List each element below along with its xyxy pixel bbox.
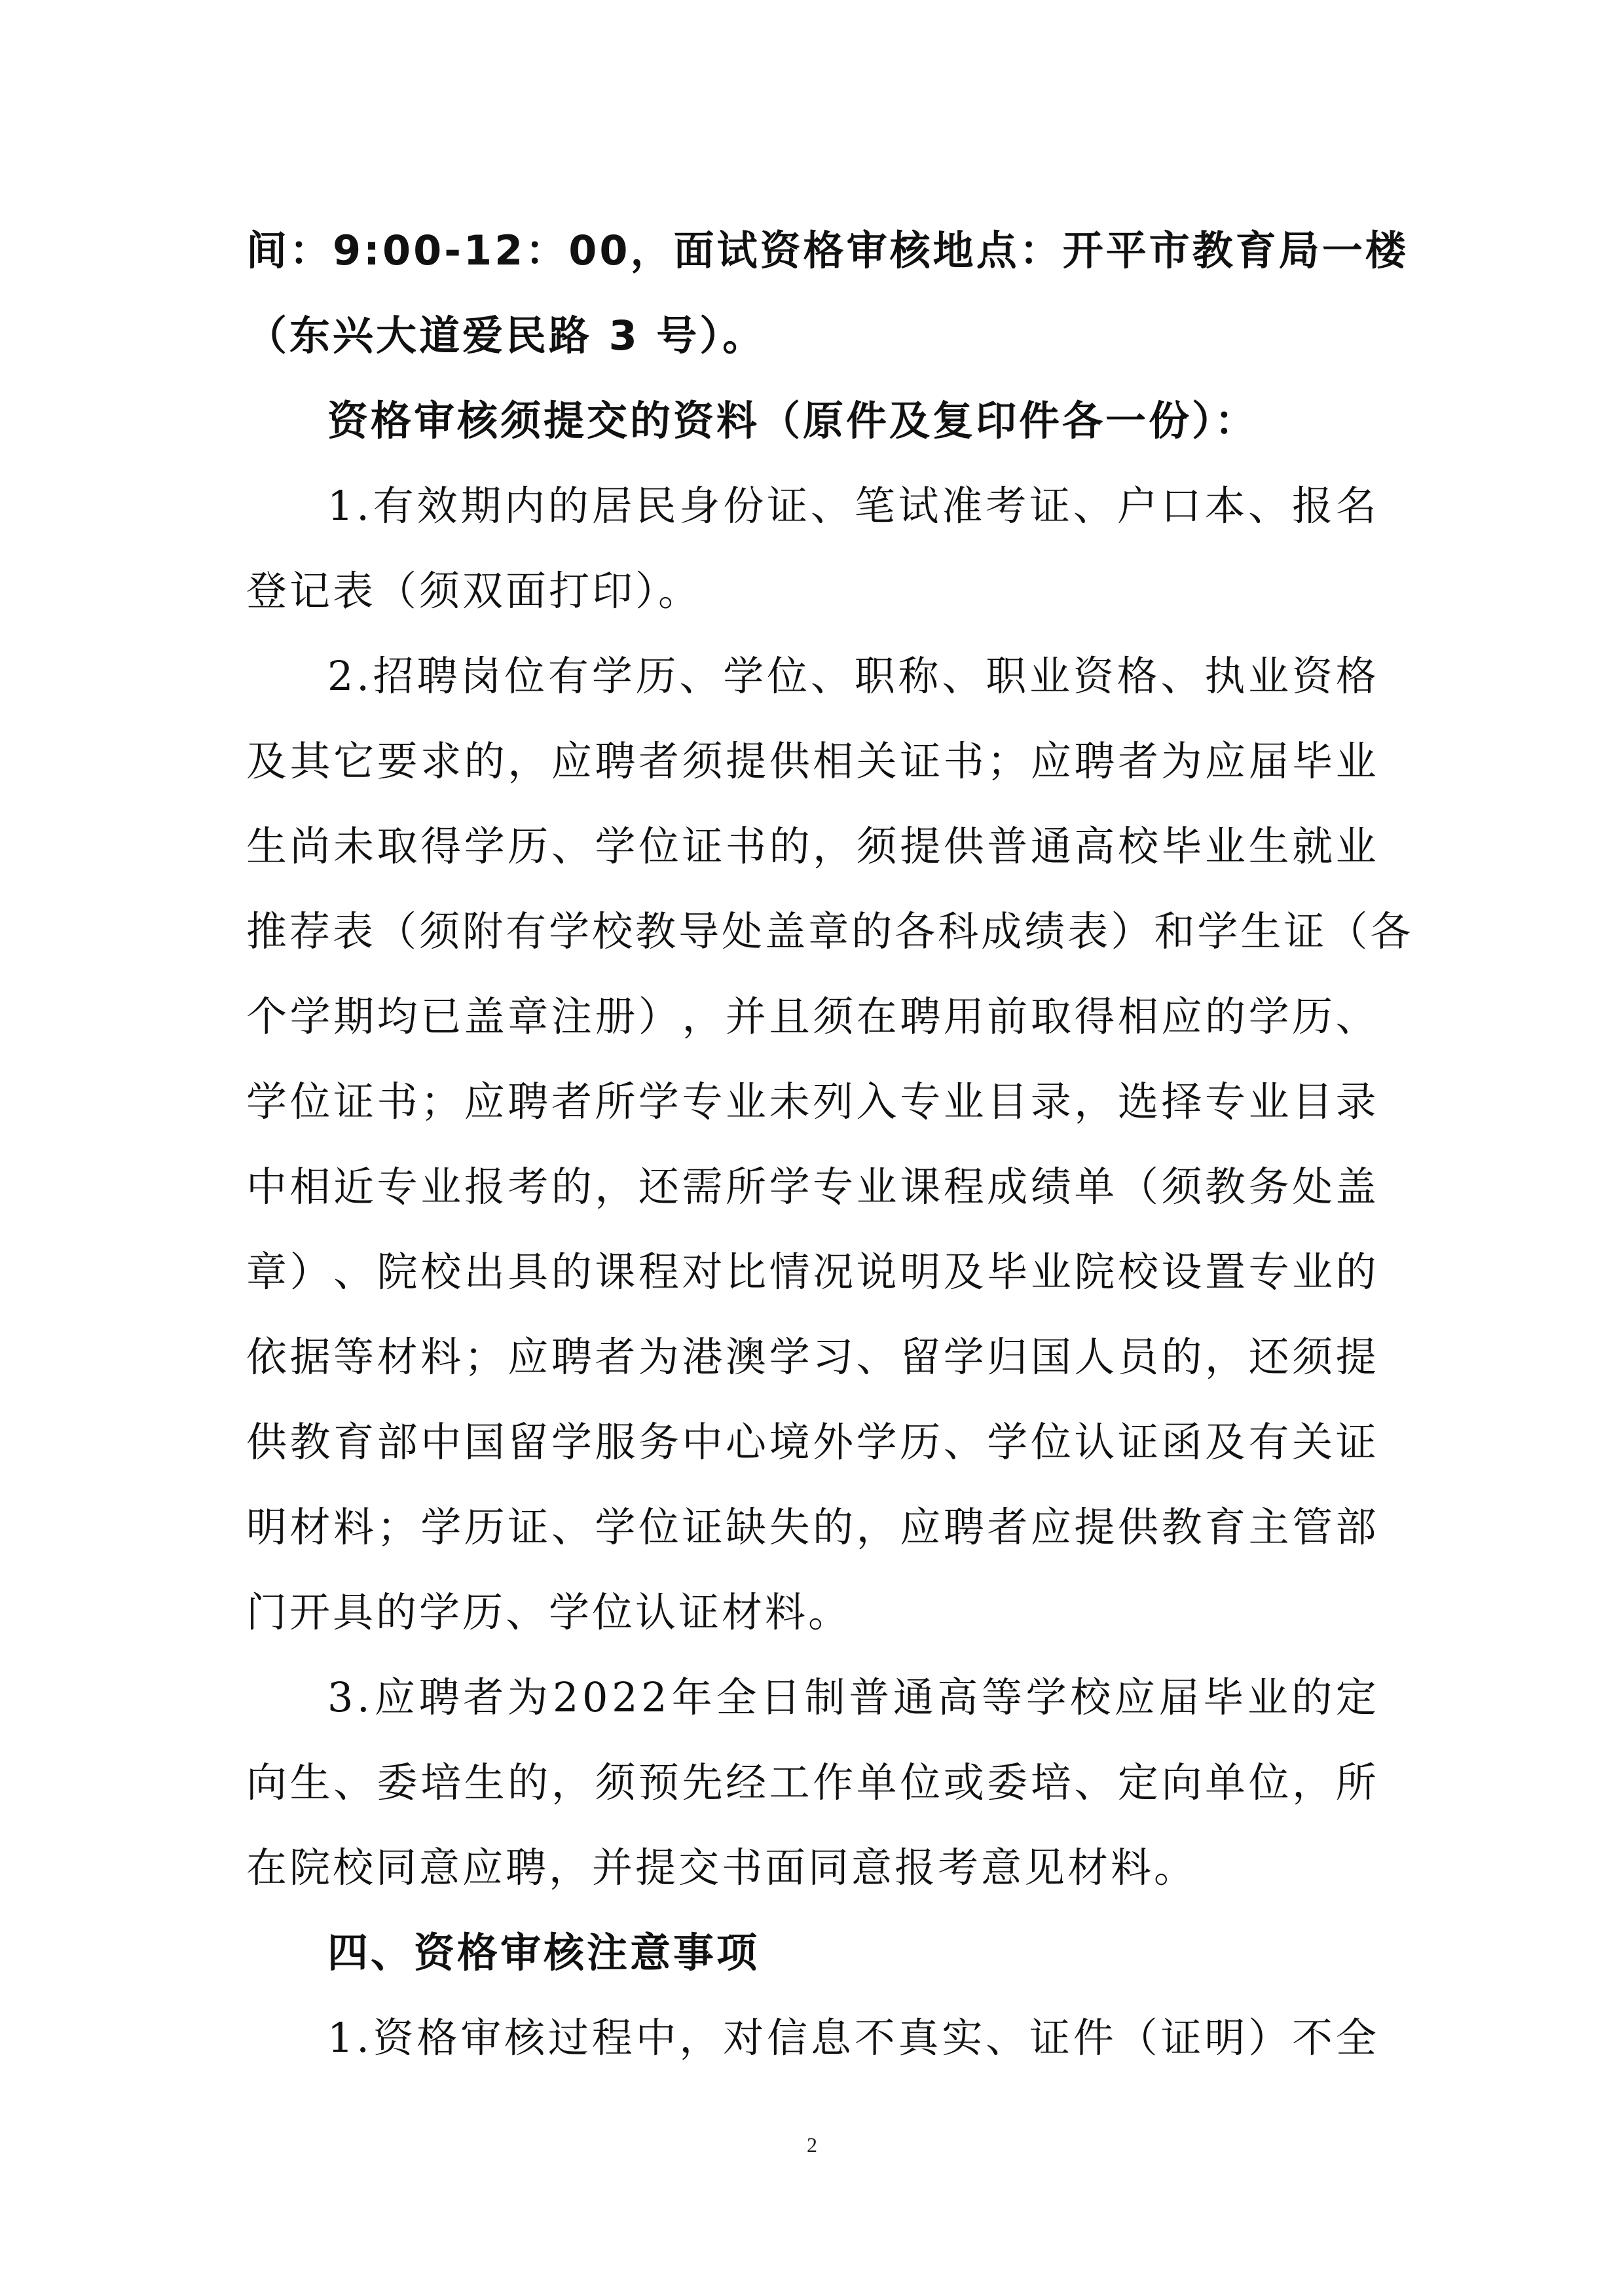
text-line: 明 材 料 ； 学 历 证 、 学 位 证 缺 失 的 ， 应 聘 者 应 提 供 教 育 主 管 部: [246, 1503, 1379, 1551]
text-line: 个 学 期 均 已 盖 章 注 册 ） ， 并 且 须 在 聘 用 前 取 得 相 应 的 学 历 、: [246, 993, 1379, 1040]
text-line: 中 相 近 专 业 报 考 的 ， 还 需 所 学 专 业 课 程 成 绩 单 （ 须 教 务 处 盖: [246, 1163, 1379, 1211]
text-line: 3 . 应 聘 者 为 2 0 2 2 年 全 日 制 普 通 高 等 学 校 应 届 毕 业 的 定: [327, 1673, 1379, 1721]
text-line: 登记表（须双面打印）。: [246, 567, 702, 615]
text-line: 门开具的学历、学位认证材料。: [246, 1588, 852, 1636]
page-number: 2: [807, 2133, 817, 2157]
section-heading: 资格审核须提交的资料（原件及复印件各一份）：: [327, 397, 1259, 445]
text-line: 及 其 它 要 求 的 ， 应 聘 者 须 提 供 相 关 证 书 ； 应 聘 者 为 应 届 毕 业: [246, 737, 1379, 785]
text-line: 生 尚 未 取 得 学 历 、 学 位 证 书 的 ， 须 提 供 普 通 高 校 毕 业 生 就 业: [246, 822, 1379, 870]
text-line: 推 荐 表 （ 须 附 有 学 校 教 导 处 盖 章 的 各 科 成 绩 表 ） 和 学 生 证 （ 各: [246, 907, 1414, 955]
text-line: 依 据 等 材 料 ； 应 聘 者 为 港 澳 学 习 、 留 学 归 国 人 员 的 ， 还 须 提: [246, 1333, 1379, 1381]
text-line: 在院校同意应聘，并提交书面同意报考意见材料。: [246, 1844, 1198, 1891]
text-line: 1 . 有 效 期 内 的 居 民 身 份 证 、 笔 试 准 考 证 、 户 口 本 、 报 名: [327, 482, 1379, 530]
text-line: 供 教 育 部 中 国 留 学 服 务 中 心 境 外 学 历 、 学 位 认 证 函 及 有 关 证: [246, 1418, 1379, 1466]
text-line: 1 . 资 格 审 核 过 程 中 ， 对 信 息 不 真 实 、 证 件 （ 证 明 ） 不 全: [327, 2014, 1379, 2062]
text-line: 学 位 证 书 ； 应 聘 者 所 学 专 业 未 列 入 专 业 目 录 ， 选 择 专 业 目 录: [246, 1078, 1379, 1125]
section-heading: 四、资格审核注意事项: [327, 1929, 760, 1977]
text-line: （东兴大道爱民路 3 号）。: [246, 312, 766, 359]
text-line: 章 ） 、 院 校 出 具 的 课 程 对 比 情 况 说 明 及 毕 业 院 校 设 置 专 业 的: [246, 1248, 1379, 1296]
text-line: 向 生 、 委 培 生 的 ， 须 预 先 经 工 作 单 位 或 委 培 、 定 向 单 位 ， 所: [246, 1758, 1379, 1806]
text-line: 2 . 招 聘 岗 位 有 学 历 、 学 位 、 职 称 、 职 业 资 格 、 执 业 资 格: [327, 652, 1379, 700]
text-line: 间 ： 9 : 0 0 - 1 2 ： 0 0 ， 面 试 资 格 审 核 地 点 ： 开 平 市 教 育 局 一 楼: [246, 227, 1409, 274]
